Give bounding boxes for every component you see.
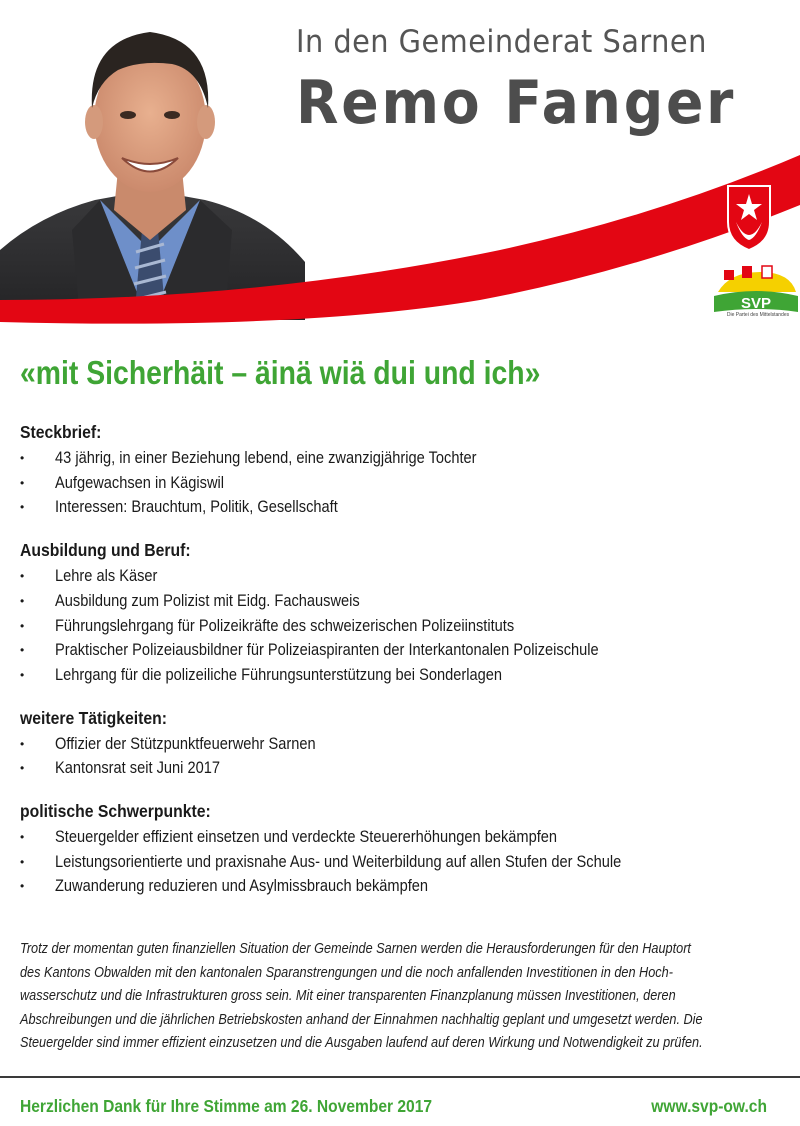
bullet-icon: • [20,500,25,515]
bullet-icon: • [20,593,25,608]
paragraph-line: des Kantons Obwalden mit den kantonalen Sparanstrengungen und die noch anfallenden Investitionen in den Hoch- [20,964,673,981]
list-item: • Interessen: Brauchtum, Politik, Gesellschaft [20,495,790,520]
bullet-list [20,732,790,781]
list-item: • Führungslehrgang für Polizeikräfte des schweizerischen Polizeiinstituts [20,614,790,639]
section-title: Steckbrief: [20,422,102,442]
list-item: • Lehrgang für die polizeiliche Führungsunterstützung bei Sonderlagen [20,663,790,688]
bullet-icon: • [20,879,25,894]
section-title: politische Schwerpunkte: [20,801,211,822]
list-item: • Steuergelder effizient einsetzen und verdeckte Steuererhöhungen bekämpfen [20,825,790,850]
bullet-icon: • [20,761,25,776]
section-title: Ausbildung und Beruf: [20,540,191,561]
footer-website-link[interactable]: www.svp-ow.ch [651,1096,767,1116]
section-title: weitere Tätigkeiten: [20,707,168,728]
page-subtitle: In den Gemeinderat Sarnen [296,24,707,60]
bullet-icon: • [20,475,25,490]
bullet-list [20,564,790,688]
list-item: • Praktischer Polizeiausbildner für Polizeiaspiranten der Interkantonalen Polizeischule [20,638,790,663]
list-item: • Lehre als Käser [20,564,790,589]
paragraph-line: wasserschutz und die Infrastrukturen gross sein. Mit einer transparenten Finanzplanung müssen Investitionen, deren [20,988,676,1005]
section-steckbrief [20,420,790,520]
footer-divider [0,1076,800,1078]
list-item: • Leistungsorientierte und praxisnahe Aus- und Weiterbildung auf allen Stufen der Schule [20,850,790,875]
bullet-icon: • [20,830,25,845]
bullet-icon: • [20,643,25,658]
bullet-icon: • [20,854,25,869]
obwalden-crest-icon [728,186,770,250]
bullet-list [20,825,790,899]
summary-paragraph [20,938,780,1056]
bullet-icon: • [20,569,25,584]
profile-content [20,420,790,917]
svp-logo-text: SVP [740,295,772,312]
list-item: • Ausbildung zum Polizist mit Eidg. Fachausweis [20,589,790,614]
list-item: • 43 jährig, in einer Beziehung lebend, eine zwanzigjährige Tochter [20,446,790,471]
list-item: • Zuwanderung reduzieren und Asylmissbrauch bekämpfen [20,874,790,899]
list-item: • Kantonsrat seit Juni 2017 [20,756,790,781]
header-banner [0,0,800,360]
list-item: • Aufgewachsen in Kägiswil [20,471,790,496]
motto-headline: «mit Sicherhäit – äinä wiä dui und ich» [20,354,541,391]
list-item: • Offizier der Stützpunktfeuerwehr Sarnen [20,732,790,757]
paragraph-line: Steuergelder sind immer effizient einzusetzen und die Ausgaben laufend auf deren Wirkung und Notwendigkeit zu prüfen. [20,1035,703,1052]
bullet-icon: • [20,736,25,751]
candidate-name: Remo Fanger [296,68,737,138]
svp-tagline: Die Partei des Mittelstandes [726,312,790,318]
bullet-icon: • [20,451,25,465]
section-ausbildung [20,538,790,688]
section-schwerpunkte [20,799,790,899]
bullet-icon: • [20,618,25,633]
paragraph-line: Trotz der momentan guten finanziellen Situation der Gemeinde Sarnen werden die Herausforderungen für den Hauptort [20,941,691,957]
bullet-list [20,446,790,520]
paragraph-line: Abschreibungen und die jährlichen Betriebskosten anhand der Einnahmen nachhaltig geplant und umgesetzt werden. Die [20,1011,703,1028]
bullet-icon: • [20,667,25,682]
footer-thanks: Herzlichen Dank für Ihre Stimme am 26. November 2017 [20,1096,433,1116]
section-taetigkeiten [20,706,790,781]
